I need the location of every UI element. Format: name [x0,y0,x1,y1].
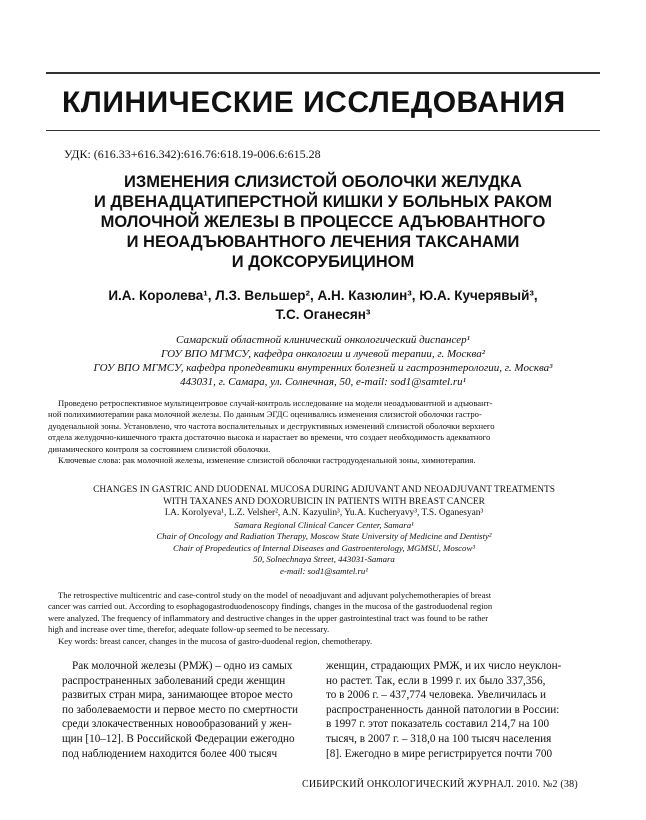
abstract-line: Проведено ретроспективное мультицентровое случай-контроль исследование на модели неоадъювантной и адъювант- [58,398,493,408]
affiliation-line: 443031, г. Самара, ул. Солнечная, 50, e-mail: sod1@samtel.ru¹ [180,376,466,388]
affiliation-en-line: Samara Regional Clinical Cancer Center, Samara¹ [234,519,414,530]
affiliation-en-line: Chair of Propedeutics of Internal Diseases and Gastroenterology, MGMSU, Moscow³ [173,542,475,553]
title-line: МОЛОЧНОЙ ЖЕЛЕЗЫ В ПРОЦЕССЕ АДЪЮВАНТНОГО [100,213,546,231]
affiliation-line: ГОУ ВПО МГМСУ, кафедра онкологии и лучевой терапии, г. Москва² [160,348,486,360]
affiliations-ru [30,333,616,389]
english-header-block [48,485,600,577]
article-title [48,172,598,272]
body-line: Рак молочной железы (РМЖ) – одно из самых [72,660,293,672]
affiliation-line: Самарский областной клинический онкологический диспансер¹ [176,334,470,346]
body-line: под наблюдением находится более 400 тысяч [62,747,278,760]
body-line: распространенность данной патологии в России: [326,703,560,716]
title-line: И НЕОАДЪЮВАНТНОГО ЛЕЧЕНИЯ ТАКСАНАМИ [126,233,520,251]
affiliation-en-line: 50, Solnechnaya Street, 443031-Samara [253,554,395,564]
body-line: развитых стран мира, занимающее второе место [62,689,293,702]
abstract-ru [48,398,600,466]
body-line: тысяч, в 2007 г. – 318,0 на 100 тысяч населения [326,732,552,745]
body-column-left [62,659,312,761]
authors [48,286,598,324]
abstract-line: отдела желудочно-кишечного тракта достаточно высока и нарастает во времени, что создает необходимость адекватного [48,432,491,443]
authors-line: Т.С. Оганесян³ [275,307,371,322]
title-line: И ДОКСОРУБИЦИНОМ [231,253,415,271]
section-header: КЛИНИЧЕСКИЕ ИССЛЕДОВАНИЯ [62,86,566,119]
body-column-right [326,659,576,761]
abstract-en [48,590,600,647]
authors-en: I.A. Korolyeva¹, L.Z. Velsher², A.N. Kazyulin³, Yu.A. Kucheryavy³, T.S. Oganesyan³ [164,508,484,518]
header-bottom-rule [46,130,600,131]
udk-code: УДК: (616.33+616.342):616.76:618.19-006.6:615.28 [64,147,321,161]
authors-line: И.А. Королева¹, Л.З. Вельшер², А.Н. Казюлин³, Ю.А. Кучерявый³, [108,288,538,303]
title-en-line: CHANGES IN GASTRIC AND DUODENAL MUCOSA DURING ADJUVANT AND NEOADJUVANT TREATMENTS [93,485,555,495]
abstract-en-line: cancer was carried out. According to esophagogastroduodenoscopy findings, changes in the mucosa of the gastroduodenal region [48,601,493,612]
abstract-en-line: high and increase over time, therefor, adequate follow-up seemed to be necessary. [48,624,330,635]
abstract-line: динамического контроля за состоянием слизистой оболочки. [48,443,271,454]
body-line: по заболеваемости и первое место по смертности [62,703,298,716]
body-line: [8]. Ежегодно в мире регистрируется почти 700 [326,747,553,760]
abstract-line: ной полихимиотерапии рака молочной железы. По данным ЭГДС оценивались изменения слизистой оболочки гастро- [48,409,482,420]
body-line: щин [10–12]. В Российской Федерации ежегодно [62,732,295,745]
title-line: ИЗМЕНЕНИЯ СЛИЗИСТОЙ ОБОЛОЧКИ ЖЕЛУДКА [124,173,522,191]
header-top-rule [46,72,600,74]
keywords-ru: Ключевые слова: рак молочной железы, изменение слизистой оболочки гастродуоденальной зоны, химиотерапия. [58,455,476,466]
title-line: И ДВЕНАДЦАТИПЕРСТНОЙ КИШКИ У БОЛЬНЫХ РАКОМ [93,193,552,211]
body-line: среди злокачественных новообразований у жен- [62,718,292,731]
body-line: в 1997 г. этот показатель составил 214,7 на 100 [326,718,550,731]
keywords-en: Key words: breast cancer, changes in the mucosa of gastro-duodenal region, chemotherapy. [58,635,373,646]
body-line: но растет. Так, если в 1999 г. их было 337,356, [326,674,546,687]
affiliation-en-line: Chair of Oncology and Radiation Therapy, Moscow State University of Medicine and Dentisty² [156,531,492,541]
body-line: то в 2006 г. – 437,774 человека. Увеличилась и [326,689,547,702]
journal-footer: СИБИРСКИЙ ОНКОЛОГИЧЕСКИЙ ЖУРНАЛ. 2010. №2 (38) [302,779,578,790]
affiliation-line: ГОУ ВПО МГМСУ, кафедра пропедевтики внутренних болезней и гастроэнтерологии, г. Москва³ [93,362,553,374]
affiliation-en-line: e-mail: sod1@samtel.ru¹ [280,565,368,576]
abstract-line: дуоденальной зоны. Установлено, что частота воспалительных и деструктивных изменений слизистой оболочки верхнего [48,420,495,431]
body-line: женщин, страдающих РМЖ, и их число неуклон- [326,660,562,672]
abstract-en-line: The retrospective multicentric and case-control study on the model of neoadjuvant and adjuvant polychemotherapies of breast [58,590,492,600]
body-line: распространенных заболеваний среди женщин [62,674,286,687]
title-en-line: WITH TAXANES AND DOXORUBICIN IN PATIENTS WITH BREAST CANCER [163,496,485,507]
abstract-en-line: were analyzed. The frequency of inflammatory and destructive changes in the upper gastrointestinal tract was found to be rather [48,612,489,623]
